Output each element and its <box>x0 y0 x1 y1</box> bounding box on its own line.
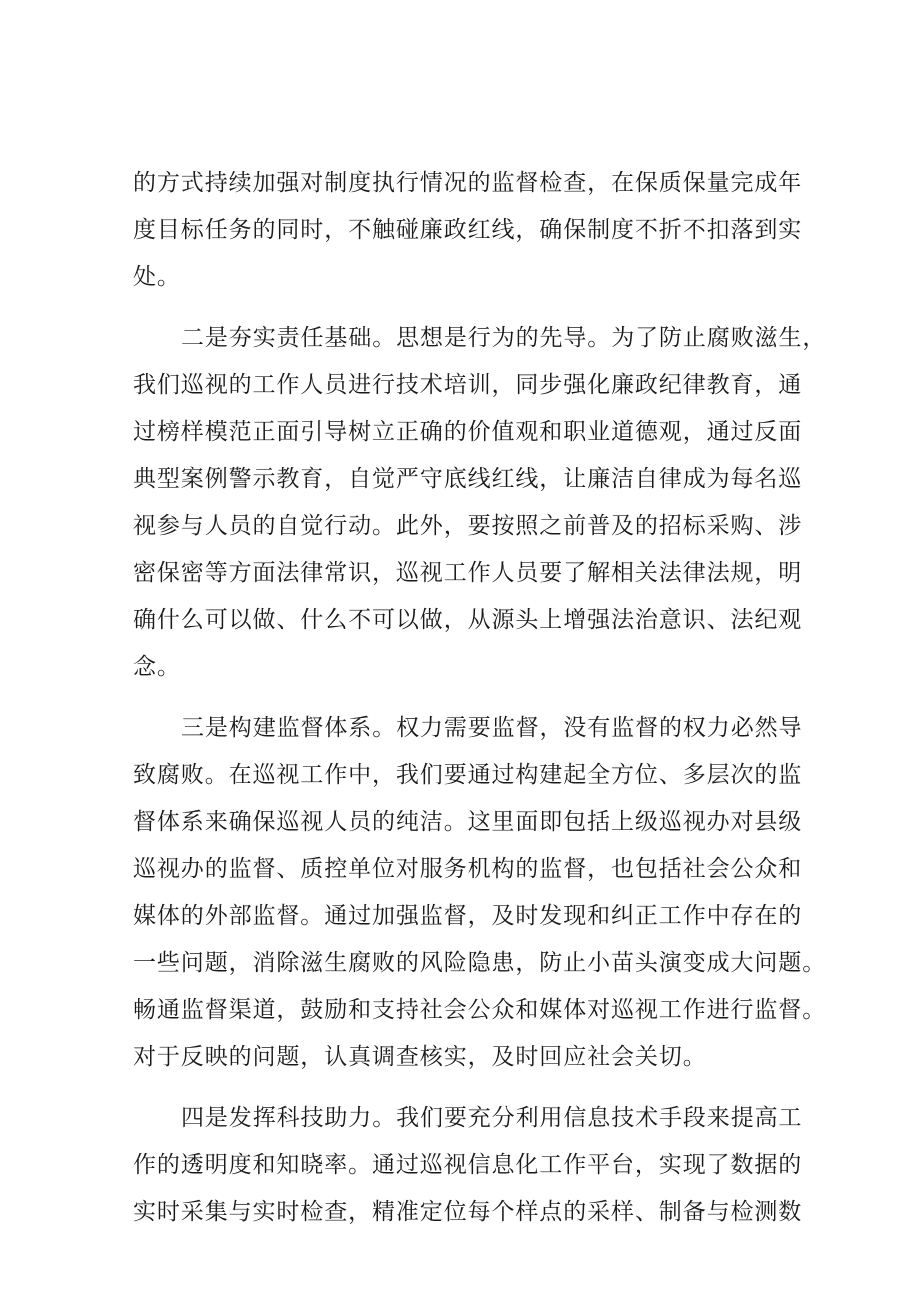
text-line: 督体系来确保巡视人员的纯洁。这里面即包括上级巡视办对县级 <box>133 809 803 835</box>
text-line: 致腐败。在巡视工作中，我们要通过构建起全方位、多层次的监 <box>133 762 803 788</box>
text-line: 实时采集与实时检查，精准定位每个样点的采样、制备与检测数 <box>133 1199 803 1225</box>
text-line: 四是发挥科技助力。我们要充分利用信息技术手段来提高工 <box>181 1105 803 1131</box>
text-line: 视参与人员的自觉行动。此外，要按照之前普及的招标采购、涉 <box>133 513 803 539</box>
paragraph-3 <box>133 705 827 1081</box>
paragraph-2 <box>133 315 827 691</box>
text-line: 典型案例警示教育，自觉严守底线红线，让廉洁自律成为每名巡 <box>133 466 803 492</box>
paragraph-1 <box>133 160 803 301</box>
text-line: 对于反映的问题，认真调查核实，及时回应社会关切。 <box>133 1044 707 1070</box>
text-line: 度目标任务的同时，不触碰廉政红线，确保制度不折不扣落到实 <box>133 217 803 243</box>
text-line: 媒体的外部监督。通过加强监督，及时发现和纠正工作中存在的 <box>133 903 803 929</box>
text-line: 畅通监督渠道，鼓励和支持社会公众和媒体对巡视工作进行监督。 <box>133 997 827 1023</box>
text-line: 作的透明度和知晓率。通过巡视信息化工作平台，实现了数据的 <box>133 1152 803 1178</box>
text-line: 念。 <box>133 654 181 680</box>
text-line: 的方式持续加强对制度执行情况的监督检查，在保质保量完成年 <box>133 170 803 196</box>
document-body <box>133 160 827 1250</box>
text-line: 过榜样模范正面引导树立正确的价值观和职业道德观，通过反面 <box>133 419 803 445</box>
text-line: 二是夯实责任基础。思想是行为的先导。为了防止腐败滋生， <box>181 325 827 351</box>
text-line: 一些问题，消除滋生腐败的风险隐患，防止小苗头演变成大问题。 <box>133 950 827 976</box>
text-line: 确什么可以做、什么不可以做，从源头上增强法治意识、法纪观 <box>133 607 803 633</box>
text-line: 密保密等方面法律常识，巡视工作人员要了解相关法律法规，明 <box>133 560 803 586</box>
text-line: 三是构建监督体系。权力需要监督，没有监督的权力必然导 <box>181 715 803 741</box>
text-line: 我们巡视的工作人员进行技术培训，同步强化廉政纪律教育，通 <box>133 372 803 398</box>
text-line: 巡视办的监督、质控单位对服务机构的监督，也包括社会公众和 <box>133 856 803 882</box>
text-line: 处。 <box>133 264 181 290</box>
paragraph-4 <box>133 1095 803 1236</box>
